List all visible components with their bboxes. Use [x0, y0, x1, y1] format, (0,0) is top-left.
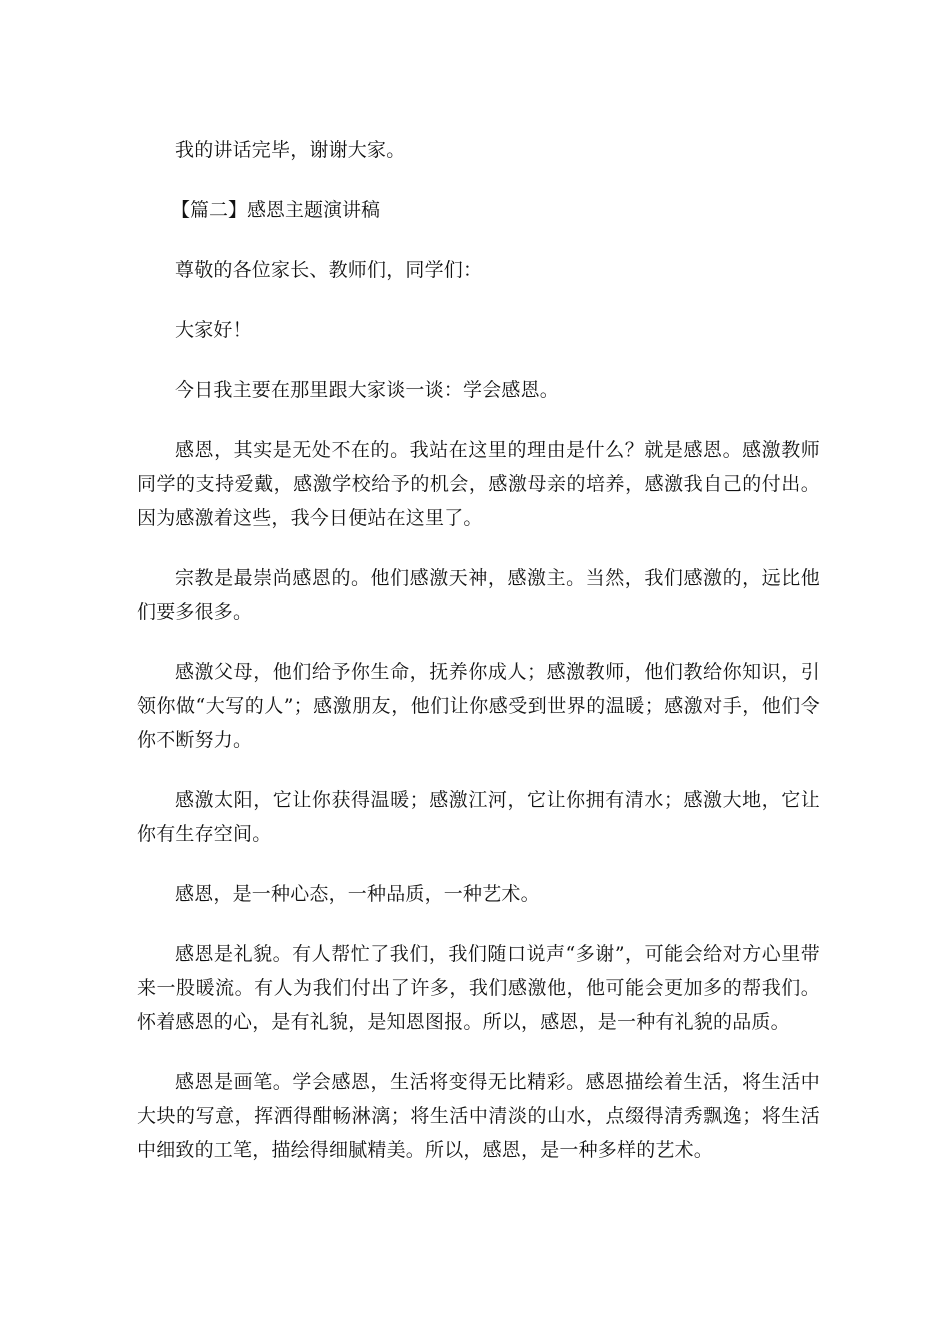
paragraph-religion: 宗教是最崇尚感恩的。他们感激天神，感激主。当然，我们感激的，远比他们要多很多。	[137, 567, 820, 623]
paragraph-art: 感恩是画笔。学会感恩，生活将变得无比精彩。感恩描绘着生活，将生活中大块的写意，挥洒得酣畅淋漓；将生活中清淡的山水，点缀得清秀飘逸；将生活中细致的工笔，描绘得细腻精美。所以，感恩，是一种多样的艺术。	[137, 1071, 820, 1161]
paragraph-greeting: 大家好！	[175, 319, 252, 341]
paragraph-topic: 今日我主要在那里跟大家谈一谈：学会感恩。	[175, 379, 560, 401]
document-body	[137, 133, 820, 1193]
paragraph-politeness: 感恩是礼貌。有人帮忙了我们，我们随口说声“多谢”，可能会给对方心里带来一股暖流。有人为我们付出了许多，我们感激他，他可能会更加多的帮我们。怀着感恩的心，是有礼貌，是知恩图报。所以，感恩，是一种有礼貌的品质。	[137, 943, 820, 1033]
section-heading: 【篇二】感恩主题演讲稿	[171, 199, 381, 221]
paragraph-thank-people: 感激父母，他们给予你生命，抚养你成人；感激教师，他们教给你知识，引领你做“大写的人”；感激朋友，他们让你感受到世界的温暖；感激对手，他们令你不断努力。	[137, 661, 820, 751]
paragraph-definition: 感恩，是一种心态，一种品质，一种艺术。	[175, 883, 540, 905]
closing-line: 我的讲话完毕，谢谢大家。	[175, 139, 406, 161]
paragraph-thank-nature: 感激太阳，它让你获得温暖；感激江河，它让你拥有清水；感激大地，它让你有生存空间。	[137, 789, 820, 845]
paragraph-gratitude-everywhere: 感恩，其实是无处不在的。我站在这里的理由是什么？就是感恩。感激教师同学的支持爱戴，感激学校给予的机会，感激母亲的培养，感激我自己的付出。因为感激着这些，我今日便站在这里了。	[137, 439, 820, 529]
paragraph-salutation: 尊敬的各位家长、教师们，同学们：	[175, 259, 483, 281]
